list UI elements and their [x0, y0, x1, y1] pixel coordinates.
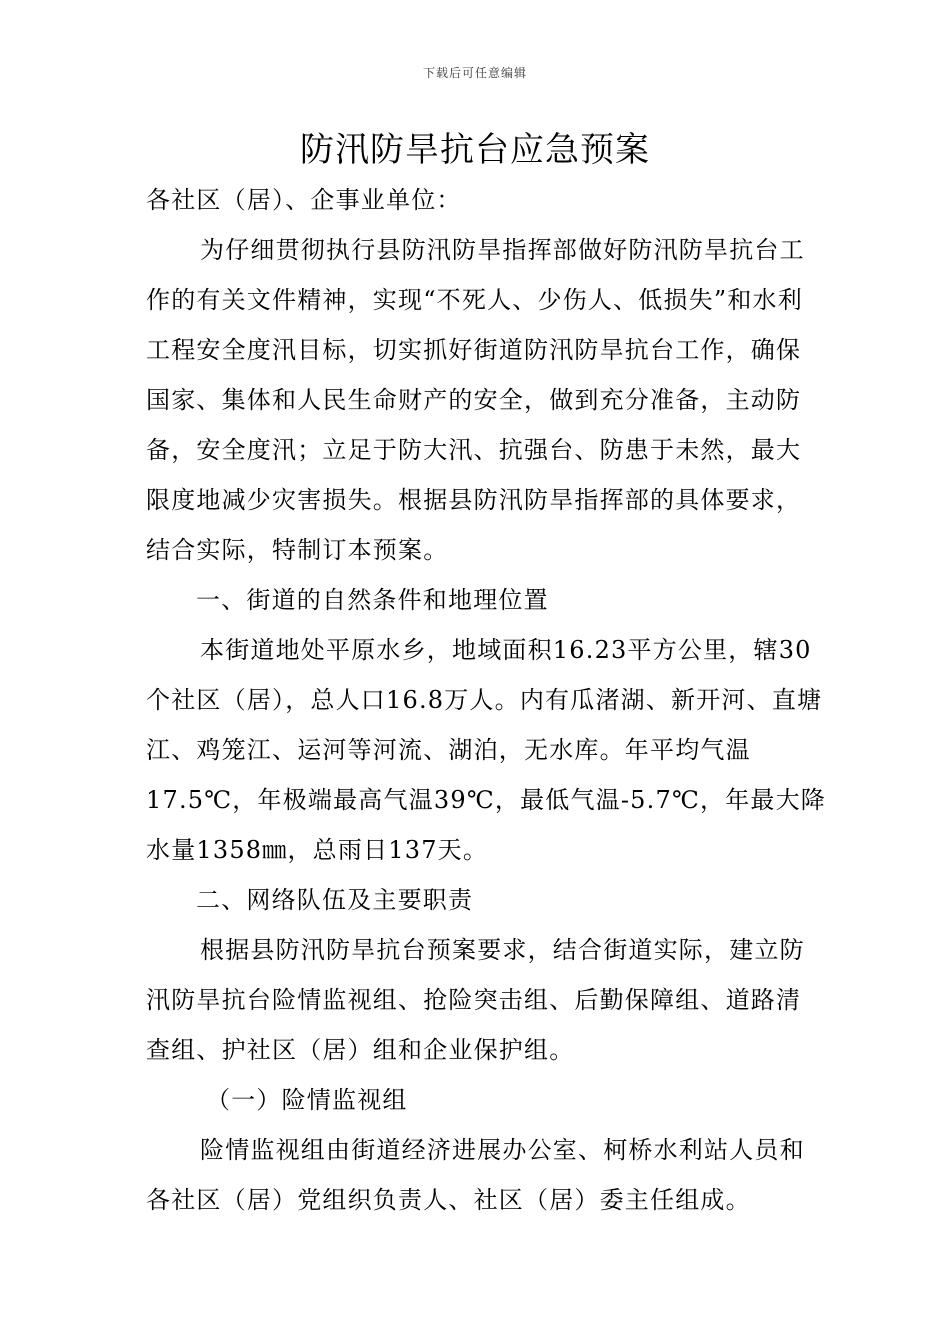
- salutation: 各社区（居）、企事业单位：: [146, 186, 462, 214]
- subsection-1-paragraph: 险情监视组由街道经济进展办公室、柯桥水利站人员和各社区（居）党组织负责人、社区（居）委主任组成。: [146, 1136, 805, 1214]
- intro-paragraph: 为仔细贯彻执行县防汛防旱指挥部做好防汛防旱抗台工作的有关文件精神，实现“不死人、少伤人、低损失”和水利工程安全度汛目标，切实抓好街道防汛防旱抗台工作，确保国家、集体和人民生命财产的安全，做到充分准备，主动防备，安全度汛；立足于防大汛、抗强台、防患于未然，最大限度地减少灾害损失。根据县防汛防旱指挥部的具体要求，结合实际，特制订本预案。: [146, 236, 805, 564]
- subsection-heading-1: （一）险情监视组: [206, 1086, 408, 1114]
- header-note: 下载后可任意编辑: [422, 66, 527, 80]
- section-heading-1: 一、街道的自然条件和地理位置: [196, 586, 549, 614]
- section-2-paragraph: 根据县防汛防旱抗台预案要求，结合街道实际，建立防汛防旱抗台险情监视组、抢险突击组、后勤保障组、道路清查组、护社区（居）组和企业保护组。: [146, 936, 805, 1064]
- document-body: [146, 175, 826, 1225]
- section-heading-2: 二、网络队伍及主要职责: [196, 886, 474, 914]
- document-title: 防汛防旱抗台应急预案: [300, 130, 650, 170]
- section-1-paragraph: 本街道地处平原水乡，地域面积16.23平方公里，辖30个社区（居），总人口16.8万人。内有瓜渚湖、新开河、直塘江、鸡笼江、运河等河流、湖泊，无水库。年平均气温17.5℃，年极端最高气温39℃，最低气温-5.7℃，年最大降水量1358㎜，总雨日137天。: [146, 636, 826, 864]
